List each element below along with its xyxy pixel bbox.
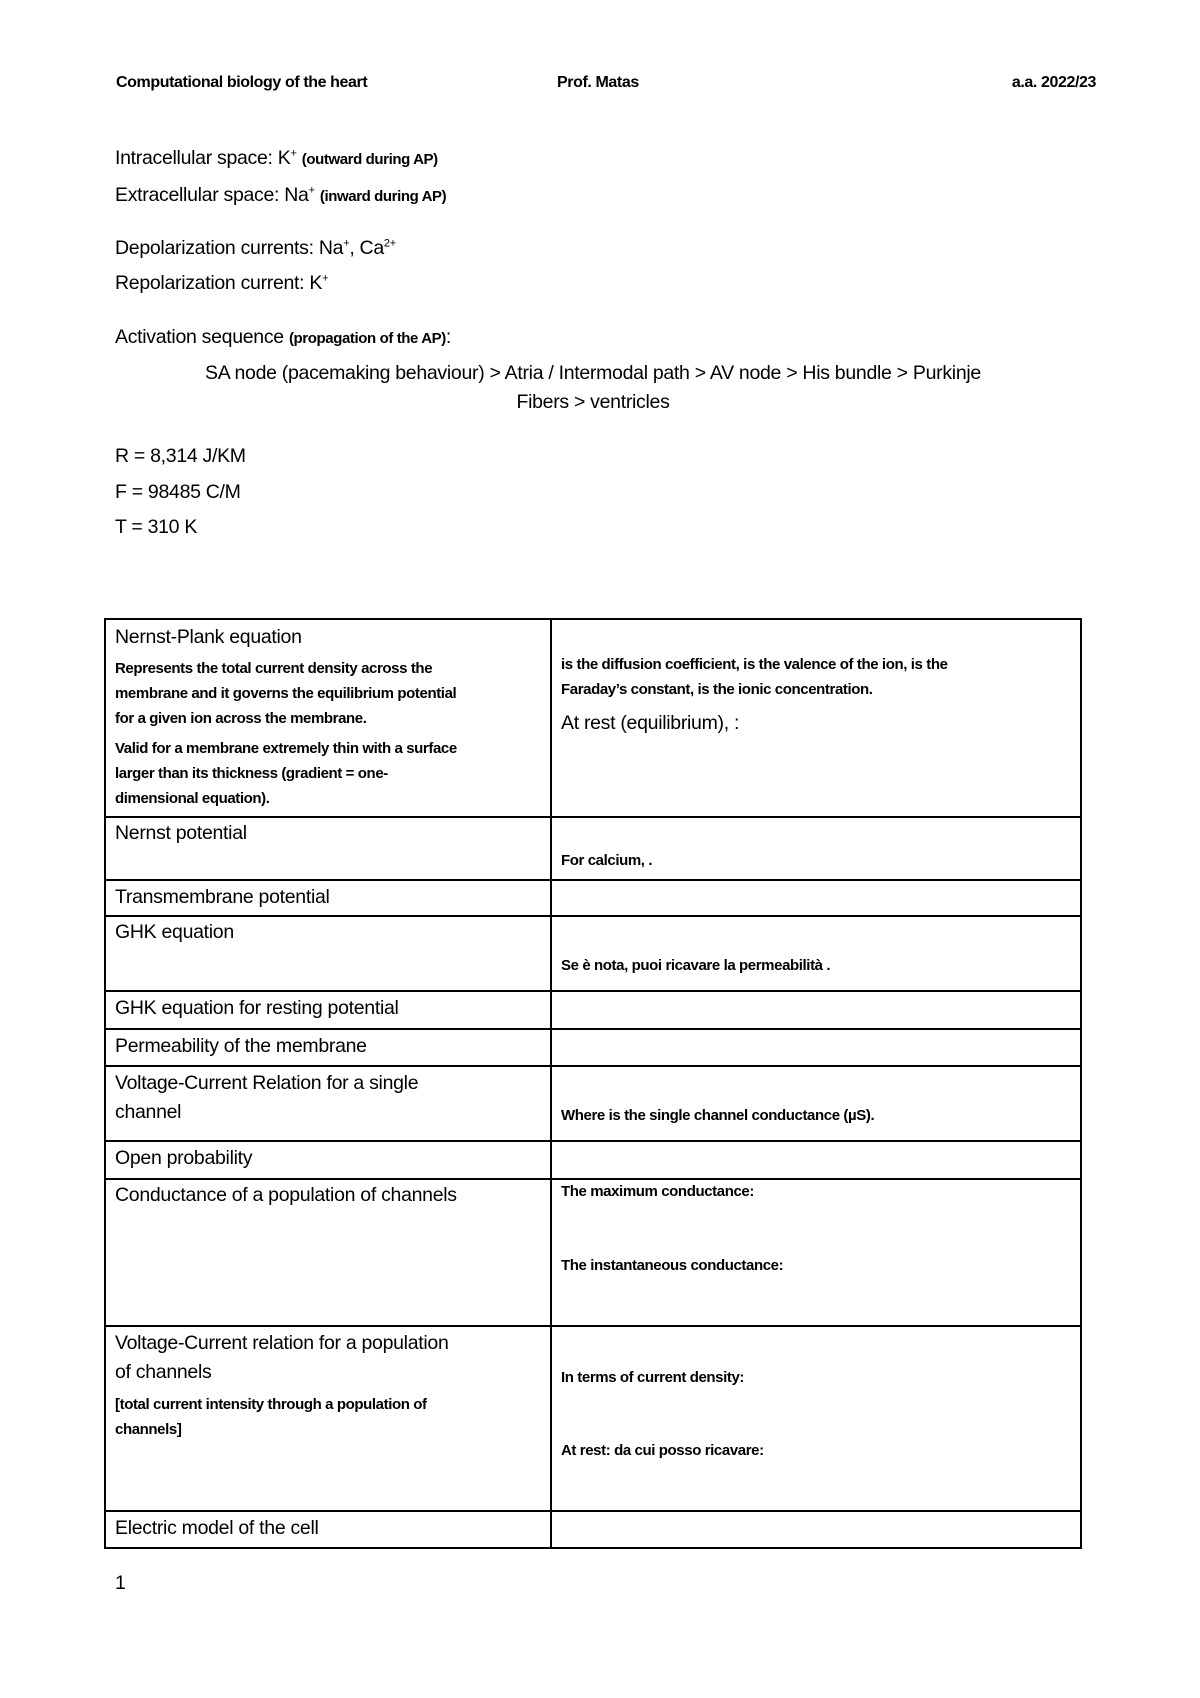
row-title: GHK equation [115,921,234,943]
table-row [106,1140,1080,1178]
table-row [106,620,1080,816]
row-content-cell [552,917,1080,990]
repolarization-line [115,271,328,295]
row-title: Open probability [115,1147,253,1169]
row-content: In terms of current density: [561,1369,745,1386]
row-label-cell [106,1180,552,1325]
activation-line [115,325,451,349]
row-note: [total current intensity through a population of [115,1396,427,1413]
label: , Ca [349,237,384,259]
row-content-cell [552,1327,1080,1510]
row-title: Voltage-Current Relation for a single [115,1072,419,1094]
row-content: is the diffusion coefficient, is the valence of the ion, is the [561,656,948,673]
row-content-cell [552,620,1080,816]
table-row [106,915,1080,990]
sup: + [290,147,297,160]
label: Extracellular space: Na [115,184,309,206]
row-title: Permeability of the membrane [115,1035,367,1057]
table-row [106,1028,1080,1065]
sequence-line-2: Fibers > ventricles [516,391,670,413]
table-row [106,1065,1080,1140]
row-note: membrane and it governs the equilibrium potential [115,685,457,702]
row-title: Electric model of the cell [115,1517,319,1539]
extracellular-line [115,183,446,207]
row-note: for a given ion across the membrane. [115,710,367,727]
table-row [106,879,1080,915]
note: (propagation of the AP) [288,330,446,347]
professor-name: Prof. Matas [557,74,639,91]
row-title: Transmembrane potential [115,886,330,908]
row-content-cell [552,1512,1080,1547]
row-title: Voltage-Current relation for a population [115,1332,449,1354]
row-note: Valid for a membrane extremely thin with a surface [115,740,457,757]
course-title: Computational biology of the heart [116,74,368,91]
row-title: Nernst-Plank equation [115,626,302,648]
row-label-cell [106,1067,552,1140]
constant-f: F = 98485 C/M [115,481,241,503]
row-label-cell [106,1327,552,1510]
row-note: Represents the total current density across the [115,660,433,677]
row-content-cell [552,818,1080,879]
constant-t: T = 310 K [115,516,198,538]
row-label-cell [106,992,552,1028]
row-label-cell [106,917,552,990]
sup: 2+ [383,237,396,250]
row-label-cell [106,881,552,915]
row-label-cell [106,1142,552,1178]
formula-table [104,618,1082,1549]
row-title: channel [115,1101,182,1123]
table-row [106,1510,1080,1547]
row-label-cell [106,1512,552,1547]
academic-year: a.a. 2022/23 [1011,74,1096,91]
row-note: channels] [115,1421,182,1438]
sup: + [322,272,329,285]
note: (inward during AP) [319,188,447,205]
row-note: larger than its thickness (gradient = one- [115,765,388,782]
constant-r: R = 8,314 J/KM [115,445,246,467]
page-number: 1 [115,1572,126,1594]
row-content: Where is the single channel conductance (µS). [561,1107,875,1124]
row-label-cell [106,1030,552,1065]
row-content-cell [552,1030,1080,1065]
row-title: Conductance of a population of channels [115,1184,457,1206]
sup: + [308,184,315,197]
row-content: The maximum conductance: [561,1183,754,1200]
row-content: The instantaneous conductance: [561,1257,784,1274]
row-title: GHK equation for resting potential [115,997,399,1019]
table-row [106,990,1080,1028]
intracellular-line [115,146,438,170]
label: : [445,326,451,348]
row-title: Nernst potential [115,822,247,844]
label: Repolarization current: K [115,272,323,294]
table-row [106,1178,1080,1325]
depolarization-line [115,236,396,260]
row-content: At rest: da cui posso ricavare: [561,1442,764,1459]
row-content-cell [552,1142,1080,1178]
table-row [106,1325,1080,1510]
sup: + [343,237,350,250]
row-content-cell [552,1067,1080,1140]
sequence-line-1: SA node (pacemaking behaviour) > Atria / Intermodal path > AV node > His bundle > Purkinje [205,362,981,384]
label: Activation sequence [115,326,289,348]
note: (outward during AP) [301,151,438,168]
row-note: dimensional equation). [115,790,270,807]
row-title: of channels [115,1361,212,1383]
row-content: Faraday’s constant, is the ionic concentration. [561,681,873,698]
row-content-cell [552,992,1080,1028]
row-label-cell [106,818,552,879]
row-content: Se è nota, puoi ricavare la permeabilità . [561,957,831,974]
label: Depolarization currents: Na [115,237,344,259]
row-content-cell [552,1180,1080,1325]
label: Intracellular space: K [115,147,291,169]
row-label-cell [106,620,552,816]
row-content: For calcium, . [561,852,653,869]
row-content: At rest (equilibrium), : [561,712,740,734]
table-row [106,816,1080,879]
row-content-cell [552,881,1080,915]
